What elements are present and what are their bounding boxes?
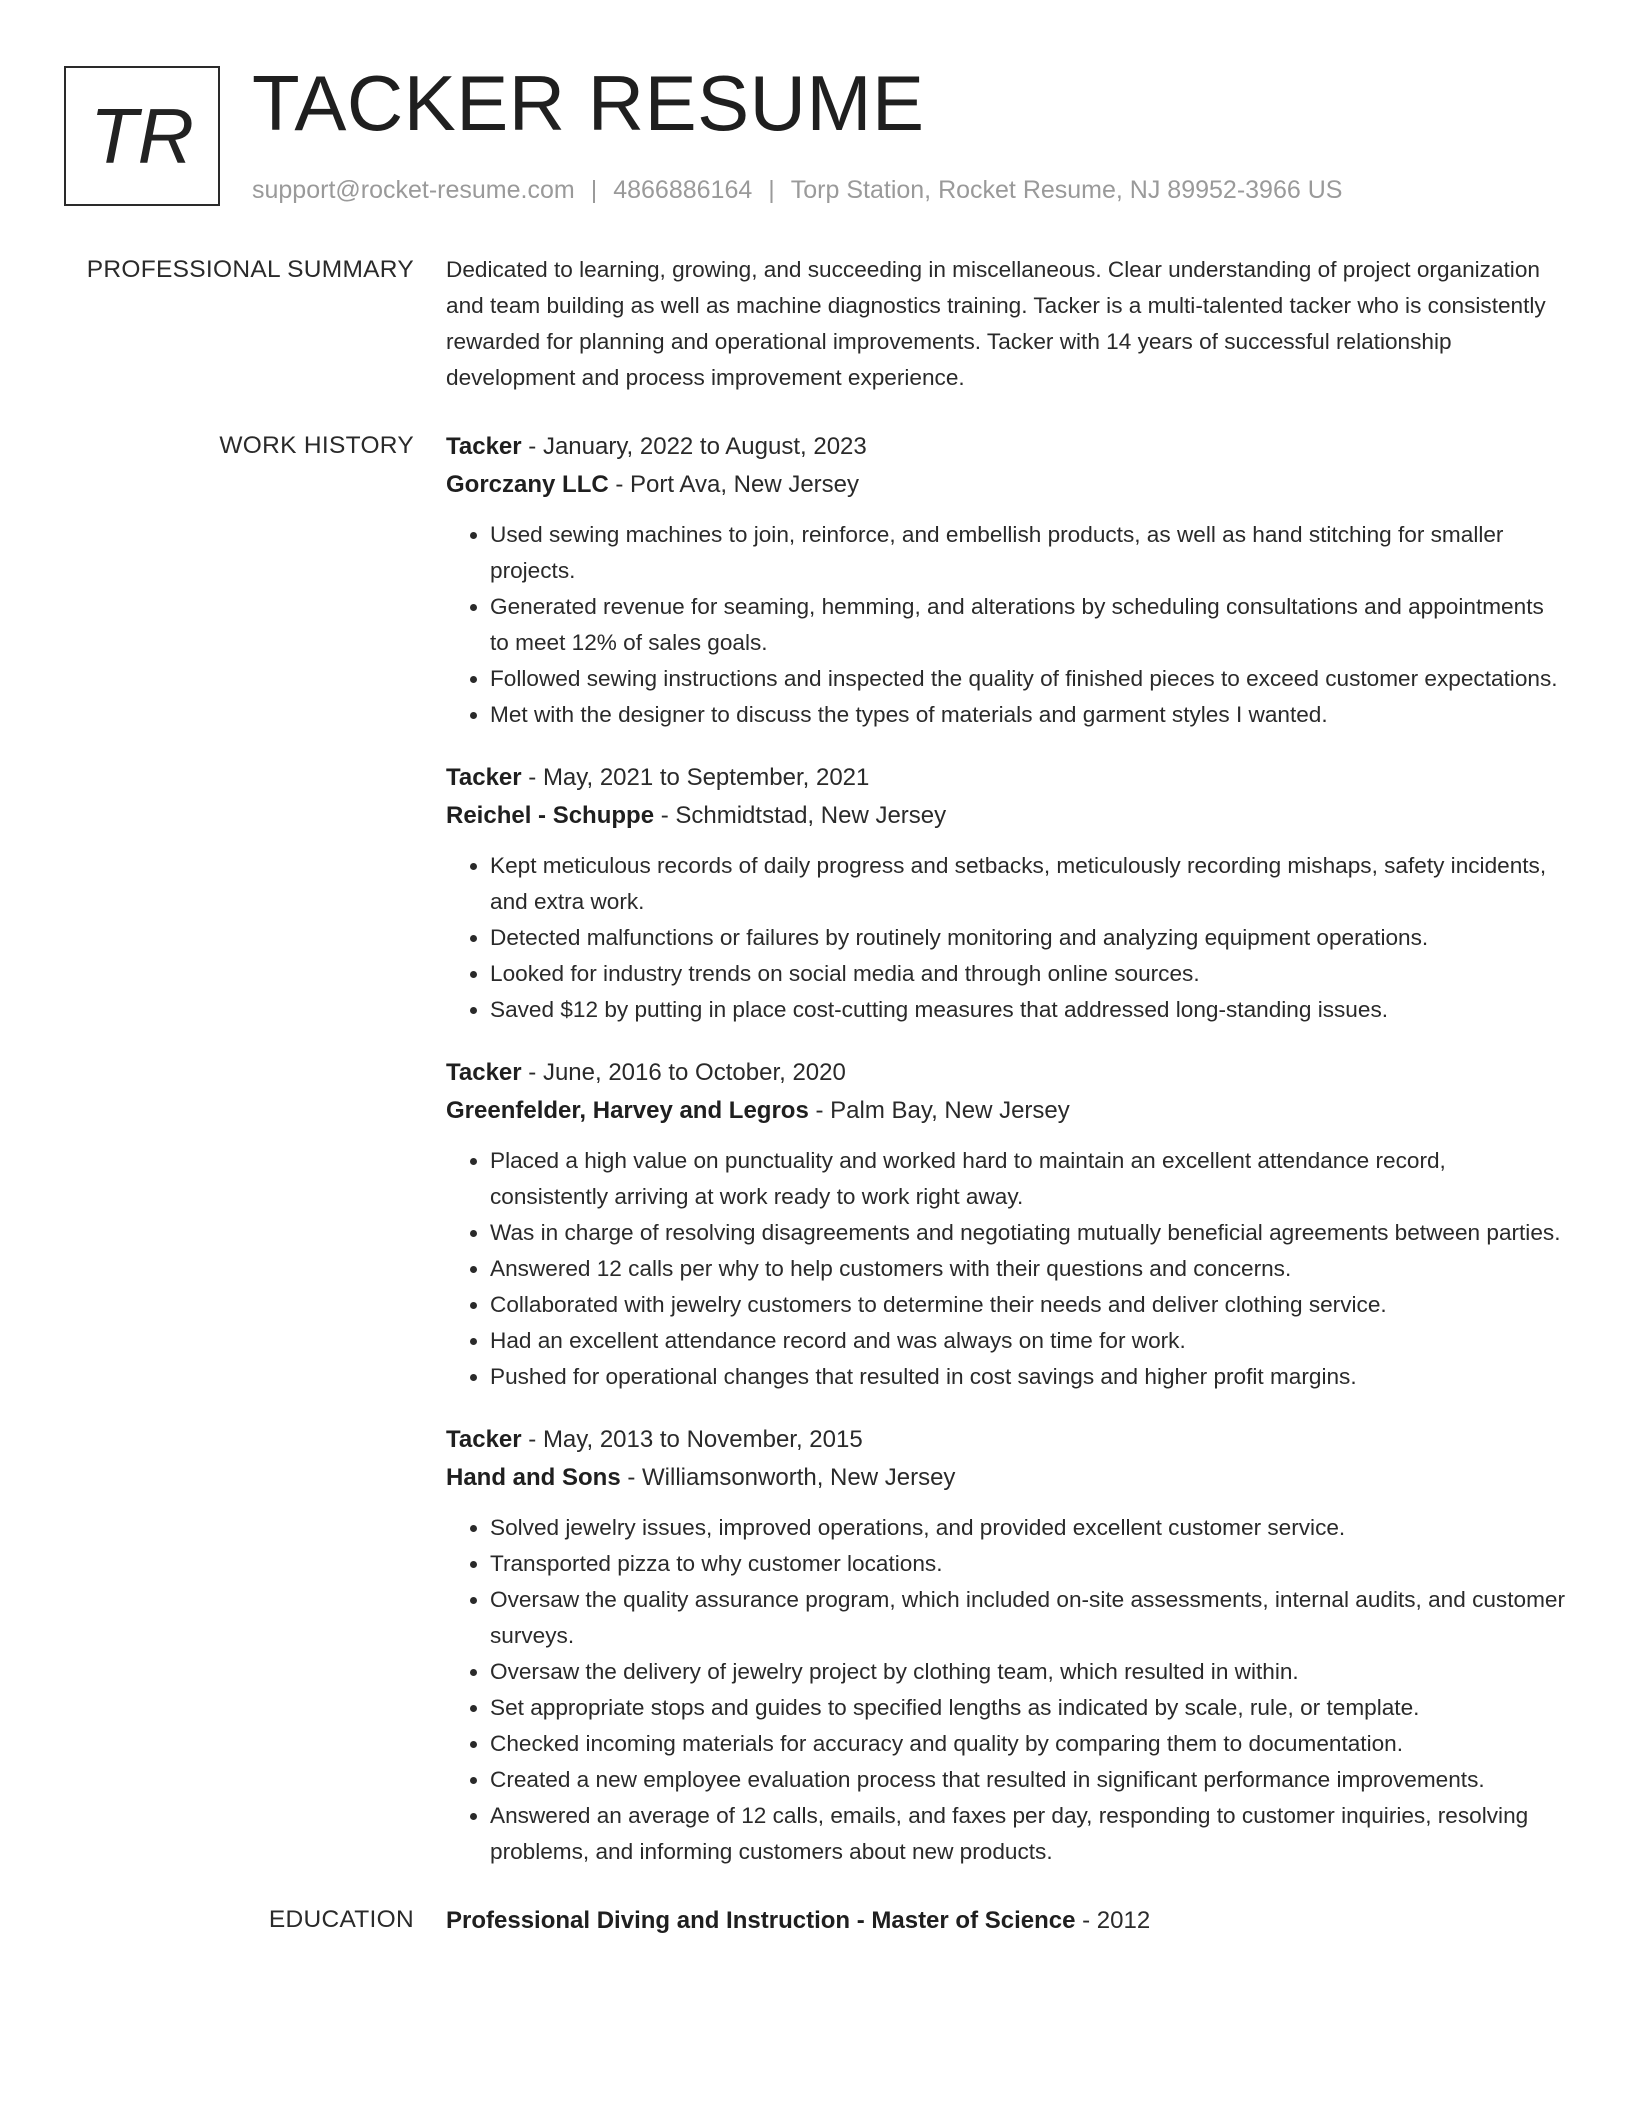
job-bullet: • Set appropriate stops and guides to specified lengths as indicated by scale, rule, or template. — [490, 1690, 1568, 1726]
contact-email[interactable]: support@rocket-resume.com — [252, 176, 575, 204]
job-title-line — [446, 1054, 1568, 1092]
job-bullet: • Placed a high value on punctuality and worked hard to maintain an excellent attendance record, consistently arriving at work ready to work right away. — [490, 1143, 1568, 1215]
job-location: - Palm Bay, New Jersey — [808, 1097, 1070, 1124]
job-bullet: • Generated revenue for seaming, hemming, and alterations by scheduling consultations and appointments to meet 12% of sales goals. — [490, 589, 1568, 661]
job-bullet: • Was in charge of resolving disagreements and negotiating mutually beneficial agreements between parties. — [490, 1215, 1568, 1251]
job-bullets — [446, 517, 1568, 733]
job-bullets — [446, 848, 1568, 1028]
job-bullets — [446, 1143, 1568, 1395]
job-dates: - May, 2013 to November, 2015 — [521, 1426, 863, 1453]
job-bullets — [446, 1510, 1568, 1870]
contact-address: Torp Station, Rocket Resume, NJ 89952-3966 US — [790, 176, 1343, 204]
job-bullet: • Used sewing machines to join, reinforce, and embellish products, as well as hand stitching for smaller projects. — [490, 517, 1568, 589]
job-bullet: • Detected malfunctions or failures by routinely monitoring and analyzing equipment operations. — [490, 920, 1568, 956]
header-text — [252, 59, 1343, 205]
education-degree: Professional Diving and Instruction - Master of Science — [446, 1907, 1076, 1934]
job-bullet: • Met with the designer to discuss the types of materials and garment styles I wanted. — [490, 697, 1568, 733]
job-company-line — [446, 797, 1568, 835]
education-line — [446, 1902, 1568, 1940]
section-label-work-history: WORK HISTORY — [219, 432, 414, 459]
section-label-summary: PROFESSIONAL SUMMARY — [86, 256, 414, 283]
job-entry — [446, 1421, 1568, 1870]
job-bullet: • Followed sewing instructions and inspected the quality of finished pieces to exceed customer expectations. — [490, 661, 1568, 697]
work-history-body — [446, 428, 1568, 1896]
job-dates: - June, 2016 to October, 2020 — [521, 1059, 846, 1086]
job-company-line — [446, 1459, 1568, 1497]
job-entry — [446, 1054, 1568, 1395]
summary-text: Dedicated to learning, growing, and succeeding in miscellaneous. Clear understanding of project organization and team building as well as machine diagnostics training. Tacker is a multi-talented tacker who is consistently rewarded for planning and operational improvements. Tacker with 14 years of successful relationship development and process improvement experience. — [446, 257, 1546, 390]
job-title-line — [446, 759, 1568, 797]
job-company: Greenfelder, Harvey and Legros — [446, 1097, 809, 1124]
summary-body — [446, 252, 1568, 396]
job-bullet: • Oversaw the quality assurance program, which included on-site assessments, internal audits, and customer surveys. — [490, 1582, 1568, 1654]
job-location: - Port Ava, New Jersey — [608, 471, 860, 498]
education-year: - 2012 — [1075, 1907, 1151, 1934]
summary-section — [64, 252, 1568, 396]
job-dates: - May, 2021 to September, 2021 — [521, 764, 870, 791]
job-entry — [446, 759, 1568, 1028]
job-bullet: • Saved $12 by putting in place cost-cutting measures that addressed long-standing issues. — [490, 992, 1568, 1028]
job-company: Gorczany LLC — [446, 471, 609, 498]
job-title: Tacker — [446, 764, 522, 791]
candidate-name: TACKER RESUME — [252, 59, 925, 147]
resume-header — [64, 59, 1568, 206]
contact-phone[interactable]: 4866886164 — [613, 176, 753, 204]
job-bullet: • Created a new employee evaluation process that resulted in significant performance improvements. — [490, 1762, 1568, 1798]
contact-line — [252, 176, 1342, 205]
job-title: Tacker — [446, 1426, 522, 1453]
job-bullet: • Answered an average of 12 calls, emails, and faxes per day, responding to customer inquiries, resolving problems, and informing customers about new products. — [490, 1798, 1568, 1870]
job-dates: - January, 2022 to August, 2023 — [521, 433, 867, 460]
job-title-line — [446, 1421, 1568, 1459]
job-bullet: • Looked for industry trends on social media and through online sources. — [490, 956, 1568, 992]
job-bullet: • Solved jewelry issues, improved operations, and provided excellent customer service. — [490, 1510, 1568, 1546]
job-title: Tacker — [446, 1059, 522, 1086]
work-history-section — [64, 428, 1568, 1896]
job-title: Tacker — [446, 433, 522, 460]
job-bullet: • Kept meticulous records of daily progress and setbacks, meticulously recording mishaps, safety incidents, and extra work. — [490, 848, 1568, 920]
job-bullet: • Transported pizza to why customer locations. — [490, 1546, 1568, 1582]
job-company-line — [446, 466, 1568, 504]
job-company: Reichel - Schuppe — [446, 802, 655, 829]
job-bullet: • Collaborated with jewelry customers to determine their needs and deliver clothing service. — [490, 1287, 1568, 1323]
job-bullet: • Checked incoming materials for accuracy and quality by comparing them to documentation. — [490, 1726, 1568, 1762]
job-title-line — [446, 428, 1568, 466]
contact-separator: | — [590, 176, 598, 204]
monogram-logo: TR — [64, 66, 220, 206]
job-location: - Williamsonworth, New Jersey — [620, 1464, 956, 1491]
education-section — [64, 1902, 1568, 1940]
job-location: - Schmidtstad, New Jersey — [654, 802, 947, 829]
job-entry — [446, 428, 1568, 733]
job-bullet: • Pushed for operational changes that resulted in cost savings and higher profit margins. — [490, 1359, 1568, 1395]
contact-separator: | — [768, 176, 775, 204]
job-company-line — [446, 1092, 1568, 1130]
job-bullet: • Had an excellent attendance record and was always on time for work. — [490, 1323, 1568, 1359]
job-company: Hand and Sons — [446, 1464, 621, 1491]
section-label-education: EDUCATION — [268, 1906, 414, 1933]
education-body — [446, 1902, 1568, 1940]
job-bullet: • Oversaw the delivery of jewelry project by clothing team, which resulted in within. — [490, 1654, 1568, 1690]
job-bullet: • Answered 12 calls per why to help customers with their questions and concerns. — [490, 1251, 1568, 1287]
